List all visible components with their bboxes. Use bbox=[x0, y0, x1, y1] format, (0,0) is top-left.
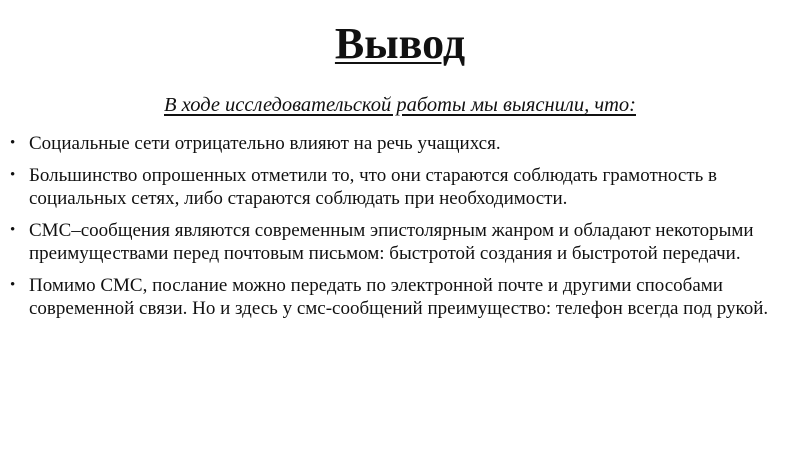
bullet-item bbox=[10, 132, 790, 156]
bullet-dot-icon: • bbox=[10, 135, 16, 151]
bullet-item bbox=[10, 164, 790, 211]
bullet-list bbox=[10, 132, 790, 329]
bullet-item bbox=[10, 219, 790, 266]
bullet-dot-icon: • bbox=[10, 221, 16, 238]
bullet-text: Социальные сети отрицательно влияют на речь учащихся. bbox=[29, 133, 501, 154]
slide-subtitle: В ходе исследовательской работы мы выяснили, что: bbox=[164, 94, 636, 116]
bullet-dot-icon: • bbox=[10, 276, 16, 293]
bullet-text: Помимо СМС, послание можно передать по электронной почте и другими способами современной связи. Но и здесь у смс-сообщений преимущество: телефон всегда под рукой. bbox=[29, 274, 769, 319]
slide-title: Вывод bbox=[334, 19, 466, 68]
bullet-dot-icon: • bbox=[10, 166, 16, 183]
bullet-text: СМС–сообщения являются современным эпистолярным жанром и обладают некоторыми преимуществами перед почтовым письмом: быстротой создания и быстротой передачи. bbox=[29, 219, 754, 264]
bullet-item bbox=[10, 274, 790, 321]
bullet-text: Большинство опрошенных отметили то, что они стараются соблюдать грамотность в социальных сетях, либо стараются соблюдать при необходимости. bbox=[29, 164, 718, 209]
